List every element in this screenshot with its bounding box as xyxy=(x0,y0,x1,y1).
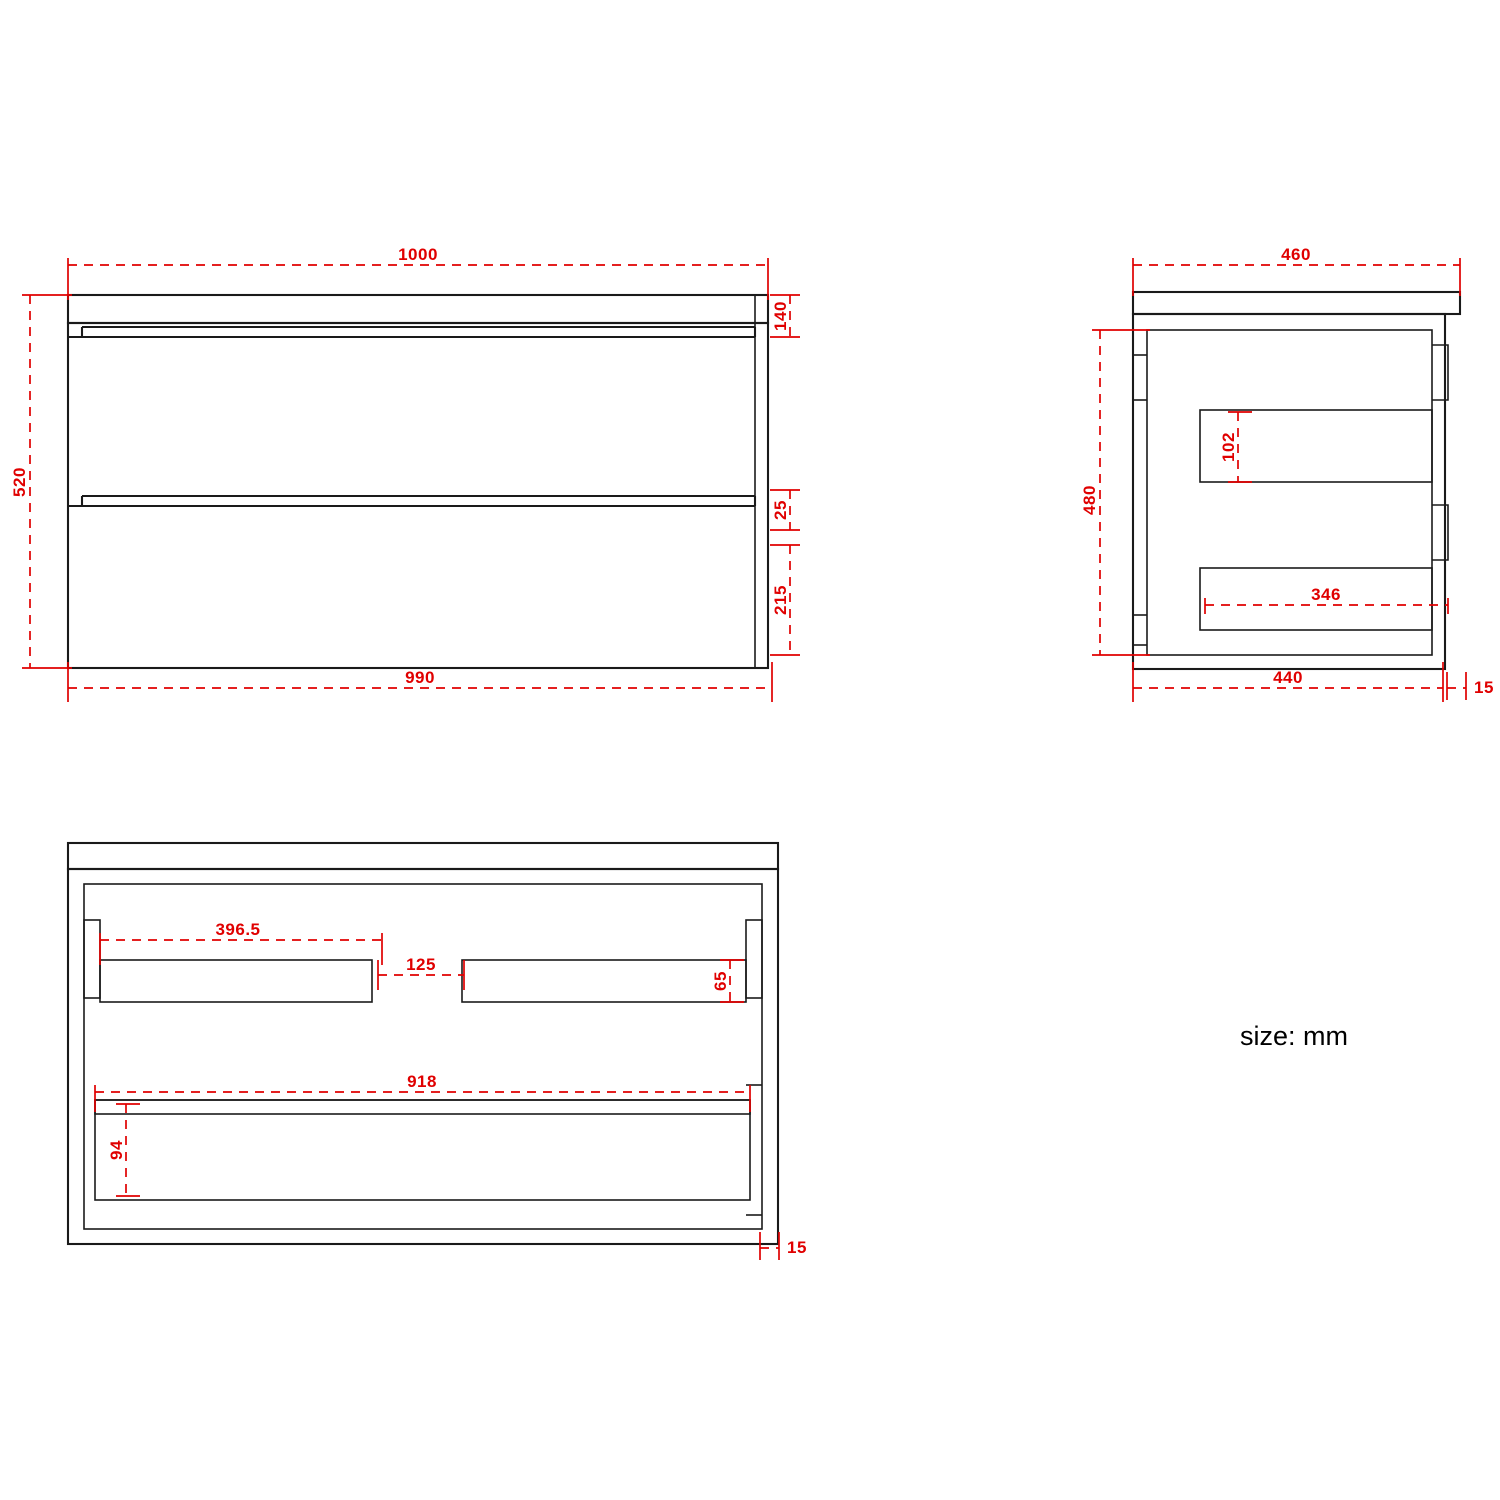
front-view xyxy=(68,295,768,668)
dim-front-top-panel-thickness: 140 xyxy=(771,301,790,331)
dim-front-overall-height: 520 xyxy=(10,467,29,497)
dim-plan-lower-drawer-depth: 94 xyxy=(107,1140,126,1160)
dim-side-overall-height: 480 xyxy=(1080,485,1099,515)
dim-plan-lower-drawer-width: 918 xyxy=(407,1072,437,1091)
dim-side-top-depth: 460 xyxy=(1281,245,1311,264)
dim-front-top-width: 1000 xyxy=(398,245,438,264)
dim-plan-center-gap: 125 xyxy=(406,955,436,974)
dim-front-body-width: 990 xyxy=(405,668,435,687)
front-view-dimensions xyxy=(10,245,800,702)
dim-side-lower-drawer-depth: 346 xyxy=(1311,585,1341,604)
unit-note: size: mm xyxy=(1240,1021,1348,1051)
dim-front-drawer-gap: 25 xyxy=(771,500,790,520)
side-view xyxy=(1133,292,1460,669)
dim-plan-drawer-depth-top: 65 xyxy=(711,971,730,991)
dim-side-panel-thickness: 15 xyxy=(1474,678,1494,697)
plan-view-dimensions xyxy=(95,920,807,1260)
dim-side-upper-drawer-height: 102 xyxy=(1219,432,1238,462)
dim-front-lower-drawer-height: 215 xyxy=(771,585,790,615)
dim-plan-left-drawer-width: 396.5 xyxy=(215,920,261,939)
dim-side-body-depth: 440 xyxy=(1273,668,1303,687)
plan-view xyxy=(68,843,778,1244)
dim-plan-panel-thickness: 15 xyxy=(787,1238,807,1257)
